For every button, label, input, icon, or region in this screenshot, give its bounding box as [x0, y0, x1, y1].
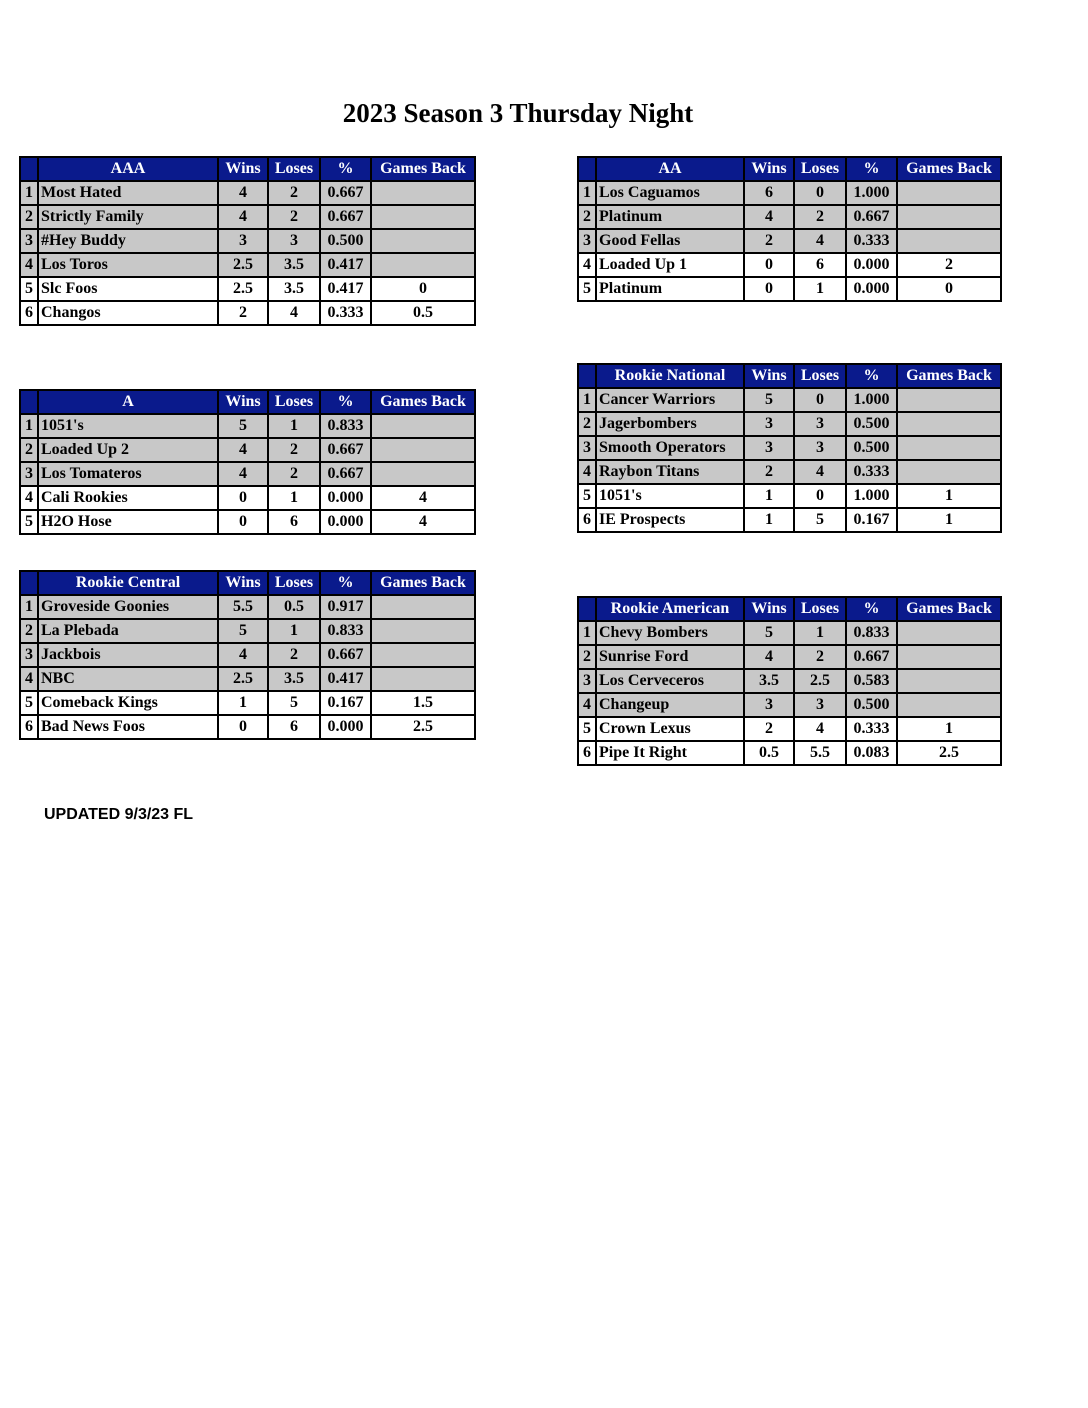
- pct-cell: 0.667: [320, 462, 371, 486]
- team-name-cell: Platinum: [596, 205, 744, 229]
- games-back-cell: [371, 619, 475, 643]
- wins-cell: 5.5: [218, 595, 268, 619]
- pct-cell: 0.417: [320, 253, 371, 277]
- games-back-cell: [371, 205, 475, 229]
- games-back-cell: 0.5: [371, 301, 475, 325]
- pct-cell: 0.833: [320, 414, 371, 438]
- games-back-cell: [897, 205, 1001, 229]
- pct-cell: 0.500: [846, 412, 897, 436]
- table-row: [578, 621, 1001, 645]
- standings-table-rookie-central: [19, 570, 476, 740]
- wins-cell: 0: [744, 277, 794, 301]
- table-row: [20, 715, 475, 739]
- loses-cell: 2.5: [794, 669, 846, 693]
- team-name-cell: Los Cerveceros: [596, 669, 744, 693]
- rank-cell: 5: [578, 277, 596, 301]
- table-row: [20, 510, 475, 534]
- loses-cell: 6: [794, 253, 846, 277]
- rank-cell: 1: [20, 595, 38, 619]
- loses-cell: 3: [794, 412, 846, 436]
- pct-cell: 0.333: [846, 460, 897, 484]
- table-row: [20, 691, 475, 715]
- team-name-cell: Los Caguamos: [596, 181, 744, 205]
- team-name-cell: Raybon Titans: [596, 460, 744, 484]
- wins-cell: 0: [218, 486, 268, 510]
- loses-cell: 5.5: [794, 741, 846, 765]
- standings-table-aa: [577, 156, 1002, 302]
- rank-cell: 2: [578, 645, 596, 669]
- table-row: [578, 277, 1001, 301]
- team-name-cell: Changeup: [596, 693, 744, 717]
- games-back-cell: [371, 253, 475, 277]
- updated-note: UPDATED 9/3/23 FL: [44, 806, 194, 823]
- wins-cell: 3: [744, 693, 794, 717]
- table-row: [578, 412, 1001, 436]
- games-back-header: Games Back: [897, 597, 1001, 621]
- pct-header: %: [846, 157, 897, 181]
- games-back-header: Games Back: [371, 157, 475, 181]
- games-back-cell: 2.5: [897, 741, 1001, 765]
- loses-cell: 4: [268, 301, 320, 325]
- rank-cell: 5: [578, 484, 596, 508]
- rank-cell: 1: [20, 181, 38, 205]
- pct-cell: 0.167: [320, 691, 371, 715]
- team-name-cell: Good Fellas: [596, 229, 744, 253]
- team-name-cell: Strictly Family: [38, 205, 218, 229]
- pct-cell: 0.000: [320, 715, 371, 739]
- table-row: [578, 181, 1001, 205]
- loses-header: Loses: [268, 571, 320, 595]
- team-name-cell: Comeback Kings: [38, 691, 218, 715]
- games-back-header: Games Back: [371, 571, 475, 595]
- wins-cell: 2.5: [218, 667, 268, 691]
- table-row: [20, 486, 475, 510]
- games-back-header: Games Back: [371, 390, 475, 414]
- rank-cell: 4: [578, 693, 596, 717]
- team-name-cell: Changos: [38, 301, 218, 325]
- wins-cell: 2: [218, 301, 268, 325]
- table-row: [20, 181, 475, 205]
- rank-cell: 5: [20, 277, 38, 301]
- wins-header: Wins: [218, 390, 268, 414]
- loses-cell: 1: [794, 621, 846, 645]
- wins-cell: 4: [218, 205, 268, 229]
- rank-cell: 6: [578, 508, 596, 532]
- rank-cell: 2: [578, 412, 596, 436]
- table-row: [578, 717, 1001, 741]
- loses-cell: 2: [268, 643, 320, 667]
- header-row: [578, 597, 1001, 621]
- wins-cell: 0: [744, 253, 794, 277]
- wins-cell: 2.5: [218, 253, 268, 277]
- games-back-cell: [371, 181, 475, 205]
- team-name-cell: Smooth Operators: [596, 436, 744, 460]
- pct-cell: 1.000: [846, 388, 897, 412]
- table-row: [578, 645, 1001, 669]
- pct-header: %: [320, 571, 371, 595]
- pct-cell: 0.333: [846, 717, 897, 741]
- pct-cell: 1.000: [846, 484, 897, 508]
- team-name-cell: NBC: [38, 667, 218, 691]
- loses-cell: 3: [794, 436, 846, 460]
- wins-cell: 5: [744, 621, 794, 645]
- header-spacer: [578, 597, 596, 621]
- games-back-cell: 0: [897, 277, 1001, 301]
- games-back-cell: [371, 462, 475, 486]
- pct-cell: 0.833: [846, 621, 897, 645]
- header-spacer: [20, 390, 38, 414]
- pct-cell: 0.000: [846, 253, 897, 277]
- rank-cell: 3: [578, 669, 596, 693]
- team-name-cell: Loaded Up 1: [596, 253, 744, 277]
- pct-cell: 0.583: [846, 669, 897, 693]
- loses-cell: 5: [268, 691, 320, 715]
- loses-cell: 3: [794, 693, 846, 717]
- division-name: Rookie National: [596, 364, 744, 388]
- pct-cell: 0.500: [320, 229, 371, 253]
- pct-cell: 0.667: [320, 438, 371, 462]
- loses-cell: 2: [268, 438, 320, 462]
- rank-cell: 4: [578, 253, 596, 277]
- rank-cell: 4: [578, 460, 596, 484]
- pct-cell: 0.917: [320, 595, 371, 619]
- division-name: Rookie American: [596, 597, 744, 621]
- wins-cell: 3: [744, 436, 794, 460]
- pct-cell: 0.667: [846, 205, 897, 229]
- rank-cell: 2: [20, 205, 38, 229]
- pct-header: %: [846, 364, 897, 388]
- games-back-cell: 2: [897, 253, 1001, 277]
- table-row: [20, 301, 475, 325]
- header-spacer: [20, 571, 38, 595]
- wins-cell: 5: [218, 414, 268, 438]
- header-spacer: [578, 157, 596, 181]
- games-back-header: Games Back: [897, 157, 1001, 181]
- team-name-cell: Chevy Bombers: [596, 621, 744, 645]
- team-name-cell: H2O Hose: [38, 510, 218, 534]
- table-row: [20, 667, 475, 691]
- table-row: [578, 229, 1001, 253]
- table-row: [20, 595, 475, 619]
- rank-cell: 4: [20, 667, 38, 691]
- table-row: [20, 277, 475, 301]
- loses-cell: 5: [794, 508, 846, 532]
- team-name-cell: Most Hated: [38, 181, 218, 205]
- loses-cell: 3.5: [268, 253, 320, 277]
- games-back-cell: [897, 436, 1001, 460]
- division-name: Rookie Central: [38, 571, 218, 595]
- wins-cell: 4: [744, 645, 794, 669]
- header-row: [20, 390, 475, 414]
- games-back-cell: [371, 229, 475, 253]
- pct-cell: 0.667: [320, 205, 371, 229]
- team-name-cell: Groveside Goonies: [38, 595, 218, 619]
- pct-cell: 0.000: [320, 510, 371, 534]
- games-back-cell: [897, 181, 1001, 205]
- division-name: AA: [596, 157, 744, 181]
- team-name-cell: Platinum: [596, 277, 744, 301]
- team-name-cell: Cali Rookies: [38, 486, 218, 510]
- rank-cell: 3: [20, 643, 38, 667]
- games-back-cell: [897, 412, 1001, 436]
- table-row: [20, 229, 475, 253]
- wins-cell: 6: [744, 181, 794, 205]
- rank-cell: 6: [578, 741, 596, 765]
- games-back-cell: 4: [371, 486, 475, 510]
- loses-header: Loses: [794, 364, 846, 388]
- wins-cell: 1: [218, 691, 268, 715]
- table-row: [578, 669, 1001, 693]
- wins-cell: 1: [744, 484, 794, 508]
- rank-cell: 3: [578, 229, 596, 253]
- wins-cell: 3: [218, 229, 268, 253]
- rank-cell: 6: [20, 715, 38, 739]
- header-spacer: [20, 157, 38, 181]
- rank-cell: 1: [578, 621, 596, 645]
- games-back-cell: 1: [897, 717, 1001, 741]
- loses-cell: 0: [794, 484, 846, 508]
- pct-cell: 0.500: [846, 436, 897, 460]
- header-row: [578, 364, 1001, 388]
- rank-cell: 4: [20, 486, 38, 510]
- table-row: [578, 741, 1001, 765]
- wins-cell: 5: [218, 619, 268, 643]
- table-row: [20, 205, 475, 229]
- team-name-cell: Los Toros: [38, 253, 218, 277]
- wins-cell: 4: [218, 438, 268, 462]
- table-row: [20, 253, 475, 277]
- pct-cell: 0.333: [320, 301, 371, 325]
- games-back-cell: [897, 693, 1001, 717]
- rank-cell: 3: [20, 462, 38, 486]
- games-back-cell: [897, 388, 1001, 412]
- loses-cell: 0: [794, 388, 846, 412]
- pct-cell: 0.667: [846, 645, 897, 669]
- loses-header: Loses: [794, 597, 846, 621]
- rank-cell: 5: [578, 717, 596, 741]
- rank-cell: 1: [578, 181, 596, 205]
- team-name-cell: Los Tomateros: [38, 462, 218, 486]
- team-name-cell: 1051's: [596, 484, 744, 508]
- team-name-cell: Cancer Warriors: [596, 388, 744, 412]
- team-name-cell: 1051's: [38, 414, 218, 438]
- games-back-cell: 2.5: [371, 715, 475, 739]
- wins-cell: 5: [744, 388, 794, 412]
- loses-cell: 6: [268, 510, 320, 534]
- loses-cell: 2: [268, 181, 320, 205]
- division-name: A: [38, 390, 218, 414]
- pct-cell: 0.000: [320, 486, 371, 510]
- rank-cell: 5: [20, 510, 38, 534]
- loses-cell: 1: [268, 414, 320, 438]
- rank-cell: 3: [578, 436, 596, 460]
- loses-cell: 2: [268, 462, 320, 486]
- games-back-cell: [897, 460, 1001, 484]
- games-back-cell: 1: [897, 508, 1001, 532]
- table-row: [20, 462, 475, 486]
- loses-cell: 2: [794, 205, 846, 229]
- pct-cell: 0.417: [320, 277, 371, 301]
- division-name: AAA: [38, 157, 218, 181]
- table-row: [578, 388, 1001, 412]
- rank-cell: 1: [578, 388, 596, 412]
- wins-cell: 2.5: [218, 277, 268, 301]
- games-back-cell: [897, 669, 1001, 693]
- wins-cell: 4: [218, 181, 268, 205]
- header-row: [20, 571, 475, 595]
- loses-cell: 3.5: [268, 277, 320, 301]
- loses-cell: 3: [268, 229, 320, 253]
- loses-header: Loses: [268, 390, 320, 414]
- team-name-cell: Sunrise Ford: [596, 645, 744, 669]
- wins-cell: 2: [744, 717, 794, 741]
- loses-cell: 1: [268, 486, 320, 510]
- header-row: [20, 157, 475, 181]
- table-row: [578, 693, 1001, 717]
- team-name-cell: Crown Lexus: [596, 717, 744, 741]
- loses-cell: 4: [794, 229, 846, 253]
- wins-cell: 4: [744, 205, 794, 229]
- pct-cell: 0.667: [320, 181, 371, 205]
- team-name-cell: IE Prospects: [596, 508, 744, 532]
- loses-cell: 2: [268, 205, 320, 229]
- table-row: [20, 619, 475, 643]
- wins-cell: 0.5: [744, 741, 794, 765]
- rank-cell: 3: [20, 229, 38, 253]
- team-name-cell: La Plebada: [38, 619, 218, 643]
- team-name-cell: #Hey Buddy: [38, 229, 218, 253]
- wins-cell: 0: [218, 715, 268, 739]
- wins-cell: 1: [744, 508, 794, 532]
- wins-cell: 0: [218, 510, 268, 534]
- rank-cell: 4: [20, 253, 38, 277]
- team-name-cell: Jagerbombers: [596, 412, 744, 436]
- loses-cell: 6: [268, 715, 320, 739]
- rank-cell: 2: [20, 619, 38, 643]
- wins-cell: 2: [744, 229, 794, 253]
- rank-cell: 2: [20, 438, 38, 462]
- games-back-header: Games Back: [897, 364, 1001, 388]
- wins-header: Wins: [744, 597, 794, 621]
- standings-table-a: [19, 389, 476, 535]
- pct-cell: 0.417: [320, 667, 371, 691]
- team-name-cell: Slc Foos: [38, 277, 218, 301]
- games-back-cell: [897, 645, 1001, 669]
- loses-header: Loses: [794, 157, 846, 181]
- table-row: [578, 205, 1001, 229]
- pct-cell: 0.083: [846, 741, 897, 765]
- team-name-cell: Pipe It Right: [596, 741, 744, 765]
- wins-cell: 3: [744, 412, 794, 436]
- pct-cell: 0.500: [846, 693, 897, 717]
- pct-header: %: [320, 390, 371, 414]
- wins-header: Wins: [218, 571, 268, 595]
- rank-cell: 5: [20, 691, 38, 715]
- header-spacer: [578, 364, 596, 388]
- pct-cell: 0.000: [846, 277, 897, 301]
- games-back-cell: 1: [897, 484, 1001, 508]
- pct-cell: 0.167: [846, 508, 897, 532]
- pct-header: %: [320, 157, 371, 181]
- rank-cell: 1: [20, 414, 38, 438]
- pct-header: %: [846, 597, 897, 621]
- page-title: 2023 Season 3 Thursday Night: [342, 98, 694, 128]
- games-back-cell: [371, 438, 475, 462]
- standings-table-rookie-national: [577, 363, 1002, 533]
- games-back-cell: 1.5: [371, 691, 475, 715]
- team-name-cell: Bad News Foos: [38, 715, 218, 739]
- games-back-cell: 0: [371, 277, 475, 301]
- loses-cell: 0: [794, 181, 846, 205]
- pct-cell: 0.833: [320, 619, 371, 643]
- table-row: [578, 484, 1001, 508]
- table-row: [578, 508, 1001, 532]
- table-row: [578, 253, 1001, 277]
- wins-cell: 2: [744, 460, 794, 484]
- games-back-cell: [371, 414, 475, 438]
- pct-cell: 1.000: [846, 181, 897, 205]
- loses-cell: 1: [794, 277, 846, 301]
- games-back-cell: [371, 667, 475, 691]
- rank-cell: 6: [20, 301, 38, 325]
- header-row: [578, 157, 1001, 181]
- standings-table-rookie-american: [577, 596, 1002, 766]
- wins-cell: 4: [218, 643, 268, 667]
- table-row: [20, 643, 475, 667]
- loses-cell: 4: [794, 717, 846, 741]
- table-row: [578, 460, 1001, 484]
- loses-cell: 1: [268, 619, 320, 643]
- games-back-cell: [371, 643, 475, 667]
- loses-cell: 3.5: [268, 667, 320, 691]
- team-name-cell: Jackbois: [38, 643, 218, 667]
- table-row: [20, 438, 475, 462]
- games-back-cell: [897, 621, 1001, 645]
- loses-cell: 2: [794, 645, 846, 669]
- standings-table-aaa: [19, 156, 476, 326]
- table-row: [20, 414, 475, 438]
- loses-header: Loses: [268, 157, 320, 181]
- loses-cell: 4: [794, 460, 846, 484]
- table-row: [578, 436, 1001, 460]
- wins-cell: 4: [218, 462, 268, 486]
- pct-cell: 0.667: [320, 643, 371, 667]
- team-name-cell: Loaded Up 2: [38, 438, 218, 462]
- wins-header: Wins: [744, 364, 794, 388]
- wins-cell: 3.5: [744, 669, 794, 693]
- games-back-cell: [897, 229, 1001, 253]
- games-back-cell: 4: [371, 510, 475, 534]
- rank-cell: 2: [578, 205, 596, 229]
- pct-cell: 0.333: [846, 229, 897, 253]
- loses-cell: 0.5: [268, 595, 320, 619]
- games-back-cell: [371, 595, 475, 619]
- wins-header: Wins: [218, 157, 268, 181]
- wins-header: Wins: [744, 157, 794, 181]
